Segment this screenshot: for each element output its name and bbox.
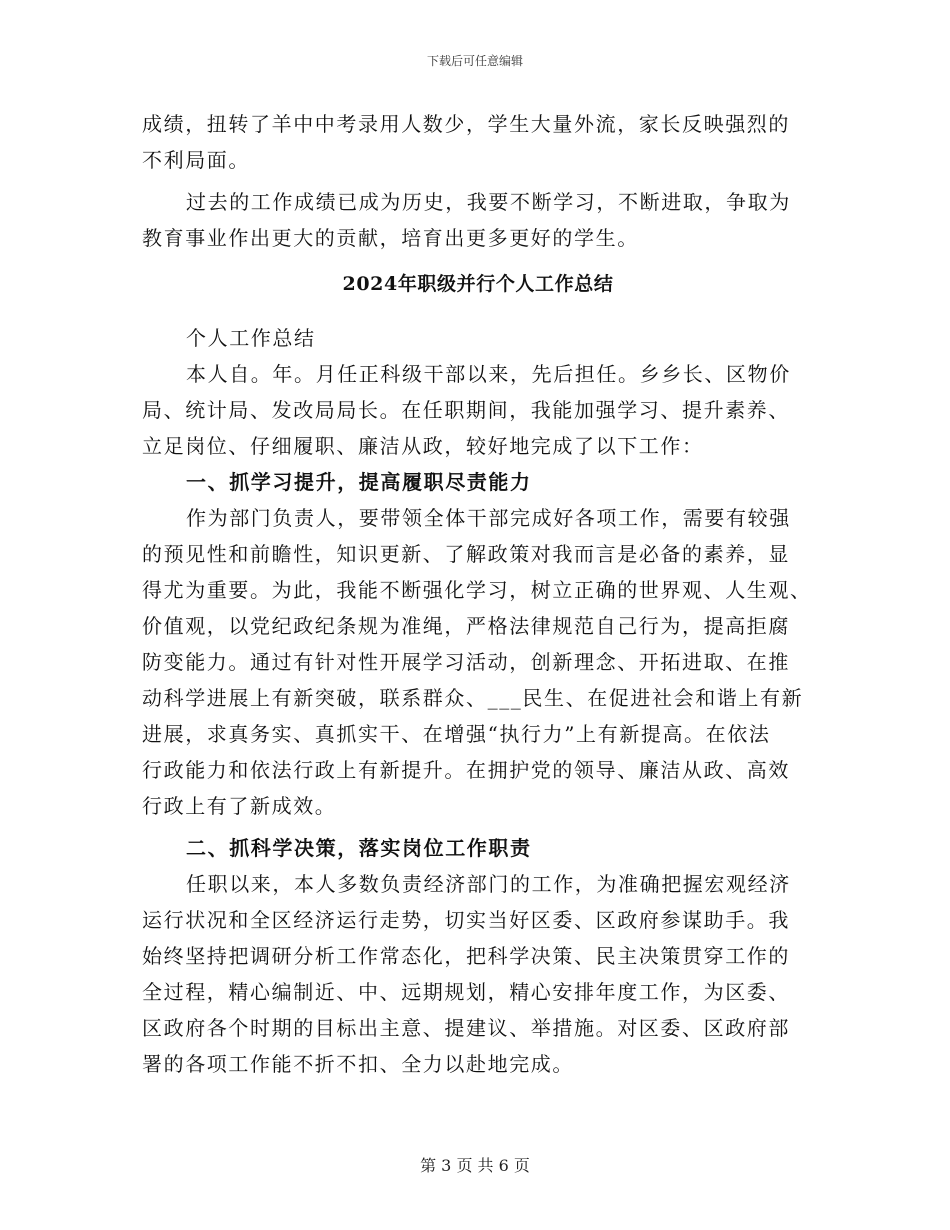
- paragraph-line: 任职以来，本人多数负责经济部门的工作，为准确把握宏观经济: [186, 872, 791, 896]
- document-body: [142, 106, 814, 1082]
- paragraph-line: 得尤为重要。为此，我能不断强化学习，树立正确的世界观、人生观、: [142, 578, 812, 602]
- subtitle: 个人工作总结: [186, 326, 316, 350]
- page-number: 第 3 页 共 6 页: [420, 1156, 530, 1175]
- document-title: 2024年职级并行个人工作总结: [342, 273, 614, 295]
- paragraph-line: 立足岗位、仔细履职、廉洁从政，较好地完成了以下工作：: [142, 434, 704, 458]
- paragraph-line: 行政上有了新成效。: [142, 794, 337, 818]
- paragraph-line: 动科学进展上有新突破，联系群众、___民生、在促进社会和谐上有新: [142, 686, 804, 710]
- paragraph-line: 区政府各个时期的目标出主意、提建议、举措施。对区委、区政府部: [142, 1016, 790, 1040]
- paragraph-line: 署的各项工作能不折不扣、全力以赴地完成。: [142, 1052, 574, 1076]
- section-heading: 二、抓科学决策，落实岗位工作职责: [186, 836, 532, 860]
- paragraph-line: 局、统计局、发改局局长。在任职期间，我能加强学习、提升素养、: [142, 398, 790, 422]
- paragraph-line: 过去的工作成绩已成为历史，我要不断学习，不断进取，争取为: [186, 190, 791, 214]
- section-heading: 一、抓学习提升，提高履职尽责能力: [186, 470, 532, 494]
- paragraph-line: 全过程，精心编制近、中、远期规划，精心安排年度工作，为区委、: [142, 980, 790, 1004]
- paragraph-line: 始终坚持把调研分析工作常态化，把科学决策、民主决策贯穿工作的: [142, 944, 790, 968]
- paragraph-line: 的预见性和前瞻性，知识更新、了解政策对我而言是必备的素养，显: [142, 542, 790, 566]
- paragraph-line: 防变能力。通过有针对性开展学习活动，创新理念、开拓进取、在推: [142, 650, 790, 674]
- paragraph-line: 价值观，以党纪政纪条规为准绳，严格法律规范自己行为，提高拒腐: [142, 614, 790, 638]
- paragraph-line: 不利局面。: [142, 148, 250, 172]
- page-header-note: 下载后可任意编辑: [426, 54, 523, 68]
- paragraph-line: 成绩，扭转了羊中中考录用人数少，学生大量外流，家长反映强烈的: [142, 112, 790, 136]
- paragraph-line: 教育事业作出更大的贡献，培育出更多更好的学生。: [142, 226, 639, 250]
- paragraph-line: 作为部门负责人，要带领全体干部完成好各项工作，需要有较强: [186, 506, 791, 530]
- paragraph-line: 行政能力和依法行政上有新提升。在拥护党的领导、廉洁从政、高效: [142, 758, 790, 782]
- paragraph-line: 运行状况和全区经济运行走势，切实当好区委、区政府参谋助手。我: [142, 908, 790, 932]
- paragraph-line: 本人自。年。月任正科级干部以来，先后担任。乡乡长、区物价: [186, 362, 791, 386]
- paragraph-line: 进展，求真务实、真抓实干、在增强“执行力”上有新提高。在依法: [142, 722, 771, 746]
